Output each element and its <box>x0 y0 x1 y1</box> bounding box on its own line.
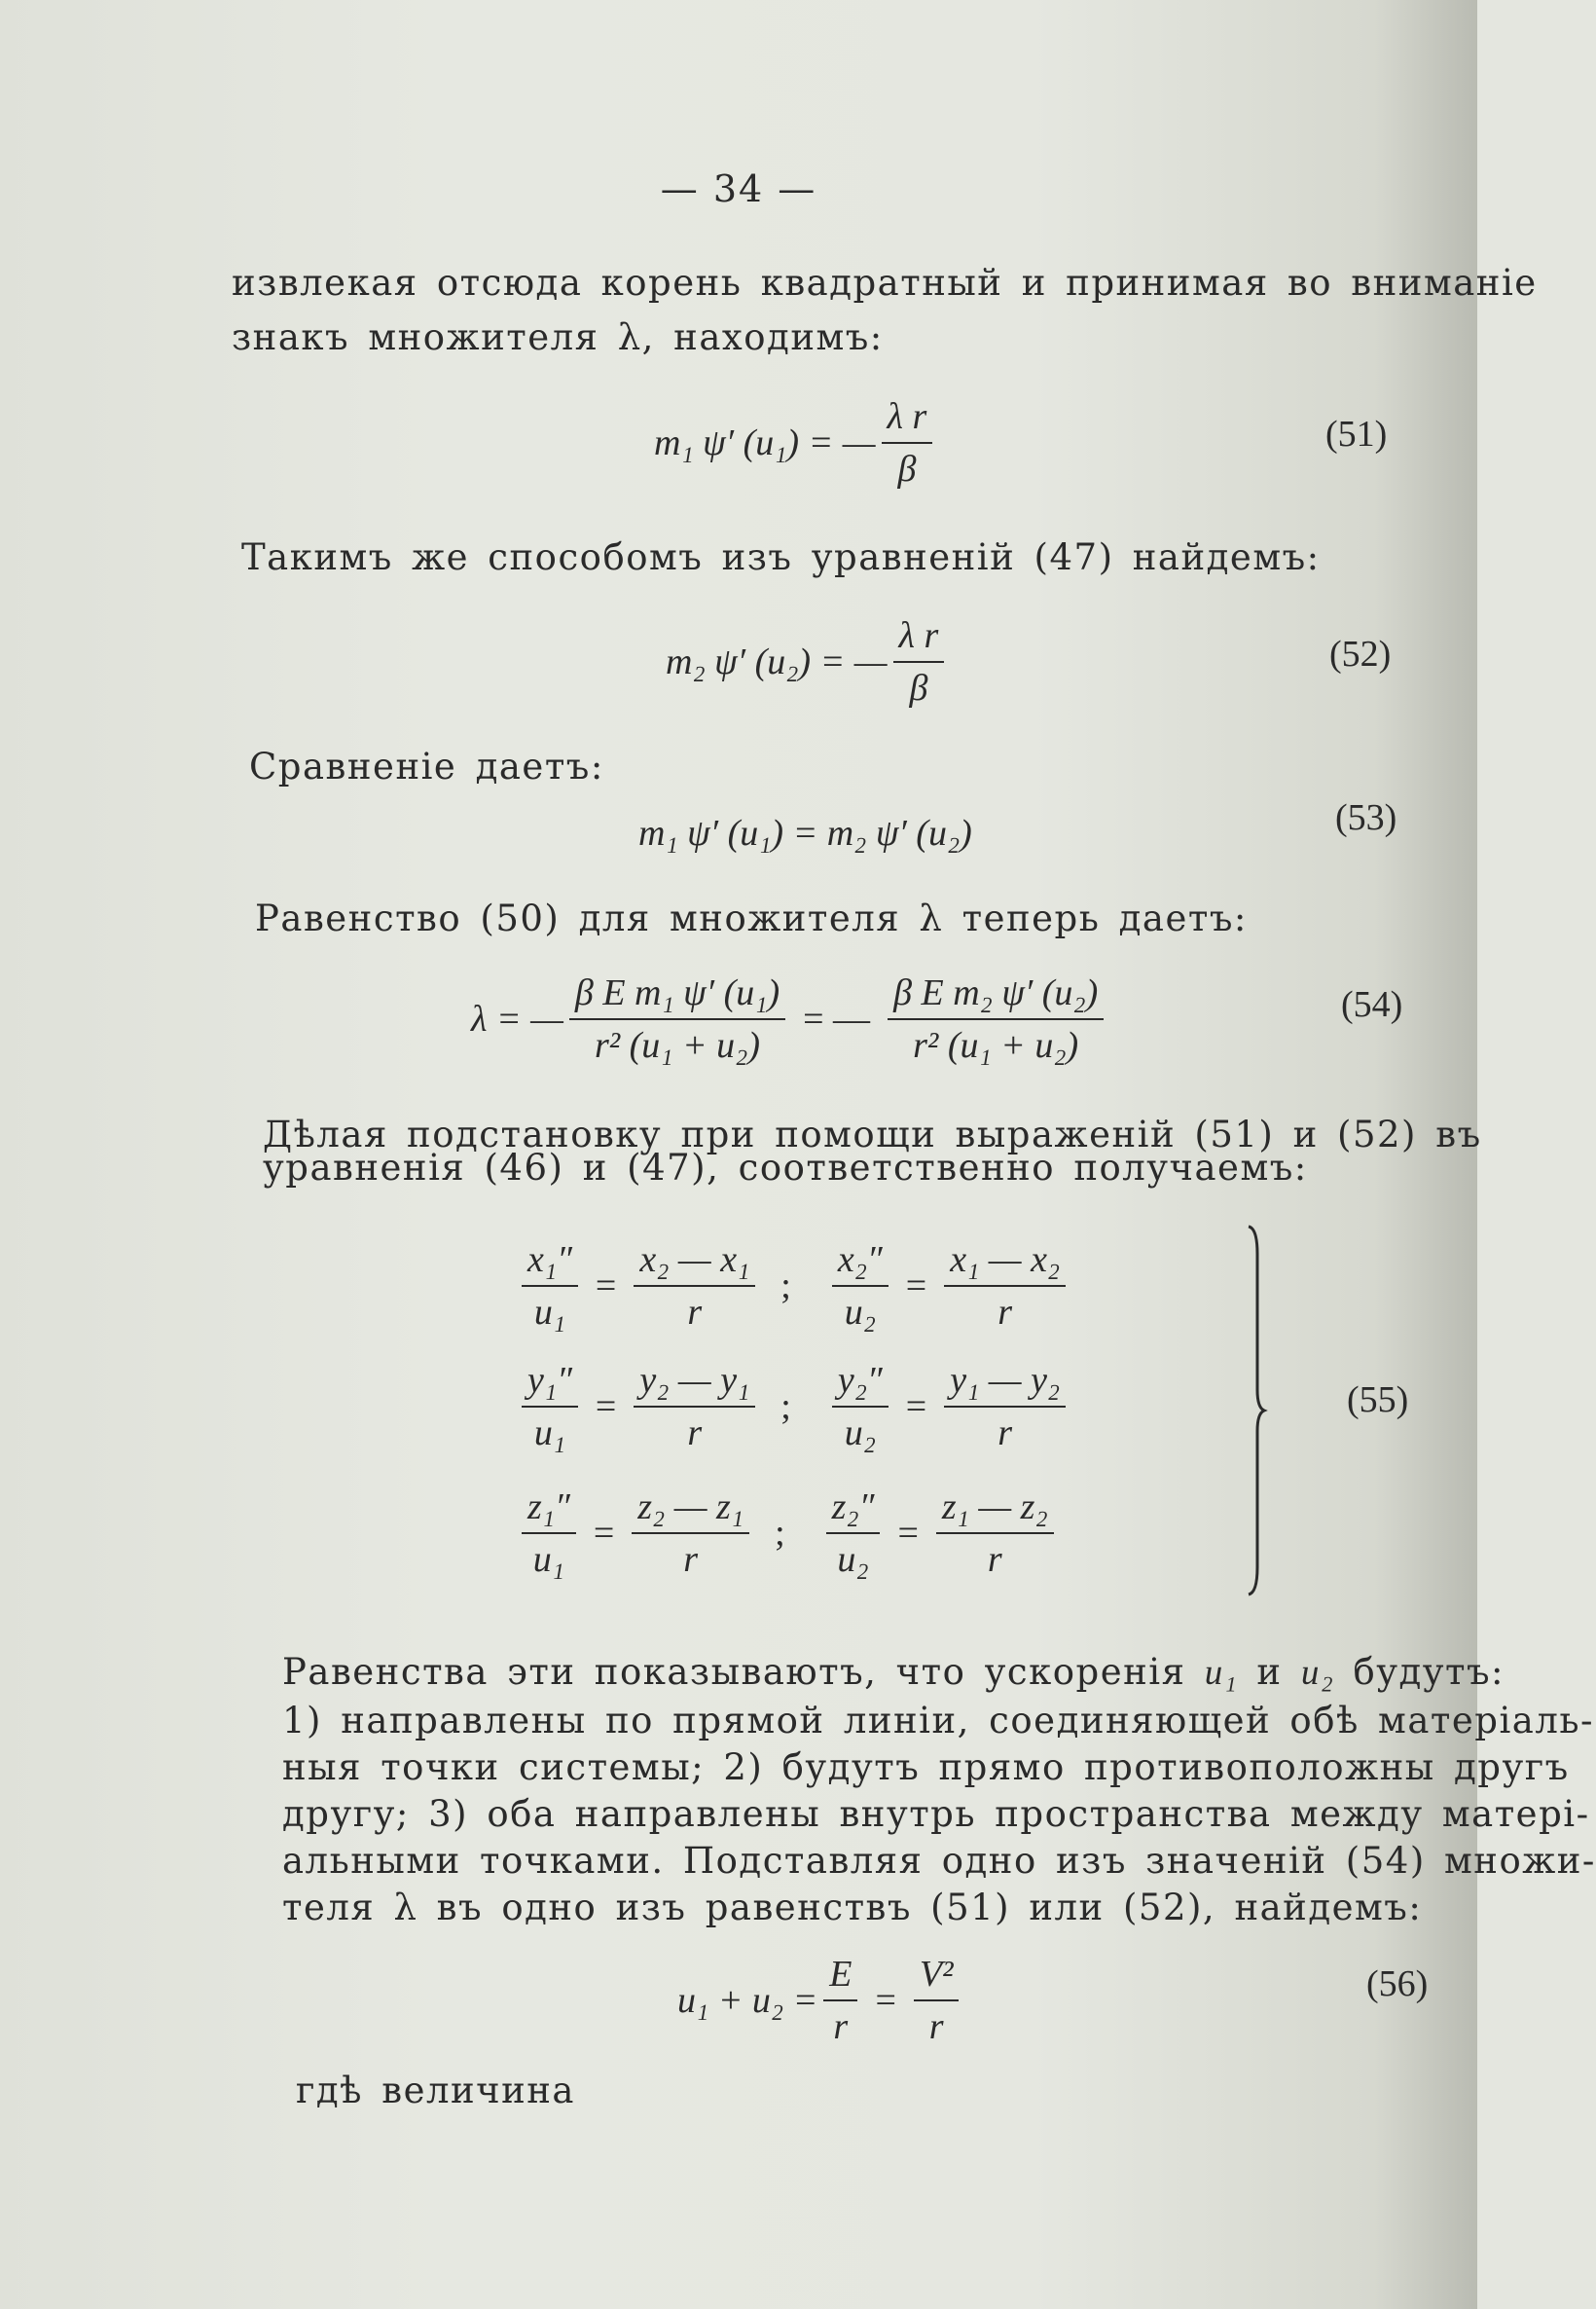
equation-53: m₁ ψ′ (u₁) = m₂ ψ′ (u₂) <box>638 813 972 854</box>
fraction-numerator: x₁ — x₂ <box>944 1238 1066 1287</box>
fraction-denominator: r <box>928 2006 944 2047</box>
equals-sign: = <box>905 1386 927 1427</box>
fraction <box>944 1238 1066 1334</box>
equals-sign: = <box>897 1513 919 1554</box>
paragraph-line: Такимъ же способомъ изъ уравненiй (47) найдемъ: <box>241 536 1321 578</box>
fraction-numerator: λ r <box>882 395 933 444</box>
equation-55-row-y <box>516 1343 1197 1470</box>
fraction-numerator: z₂ — z₁ <box>632 1485 749 1534</box>
paragraph-line: извлекая отсюда корень квадратный и принимая во вниманiе <box>232 262 1538 304</box>
equation-lhs: m₂ ψ′ (u₂) = — <box>666 641 888 682</box>
paragraph-line: уравненiя (46) и (47), соответственно получаемъ: <box>263 1147 1308 1189</box>
fraction-numerator: z₂″ <box>826 1485 881 1534</box>
equation-52 <box>666 613 950 711</box>
fraction-denominator: r <box>683 1539 699 1580</box>
paragraph-line: гдѣ величина <box>296 2070 575 2111</box>
paragraph-line <box>282 1645 1505 1701</box>
paragraph-line: Равенство (50) для множителя λ теперь даетъ: <box>255 898 1248 939</box>
equation-number-52: (52) <box>1329 634 1392 675</box>
equation-number-53: (53) <box>1335 797 1397 838</box>
equation-56 <box>677 1947 964 2054</box>
equals-sign: = <box>595 1265 617 1306</box>
paragraph-line: теля λ въ одно изъ равенствъ (51) или (52), найдемъ: <box>282 1887 1423 1928</box>
equation-number-54: (54) <box>1341 984 1403 1025</box>
page-number: — 34 — <box>660 167 817 210</box>
equation-55-row-x <box>516 1228 1197 1343</box>
fraction <box>832 1238 889 1334</box>
fraction-denominator: u₁ <box>532 1539 565 1580</box>
fraction-denominator: r <box>687 1412 703 1453</box>
fraction-numerator: y₂″ <box>832 1359 889 1408</box>
fraction-denominator: β <box>897 449 917 490</box>
equation-55-system <box>516 1228 1197 1596</box>
equation-lhs: u₁ + u₂ = <box>677 1980 818 2021</box>
paragraph-text: будутъ: <box>1353 1651 1505 1693</box>
fraction <box>632 1485 749 1581</box>
paragraph-line: Сравненiе даетъ: <box>249 746 604 788</box>
fraction-denominator: r <box>687 1292 703 1333</box>
fraction-denominator: r <box>998 1292 1013 1333</box>
fraction <box>826 1485 881 1581</box>
equation-lhs: λ = — <box>471 999 563 1040</box>
paragraph-text: и <box>1256 1651 1283 1693</box>
paragraph-line: другу; 3) оба направлены внутрь пространства между матерi- <box>282 1793 1590 1835</box>
equation-54 <box>471 966 1109 1073</box>
right-brace-icon <box>1248 1225 1265 1596</box>
equation-number-56: (56) <box>1366 1963 1429 2004</box>
fraction-numerator: x₂ — x₁ <box>634 1238 755 1287</box>
fraction <box>888 971 1104 1067</box>
fraction <box>832 1359 889 1454</box>
fraction-numerator: y₁ — y₂ <box>944 1359 1066 1408</box>
fraction-numerator: x₂″ <box>832 1238 889 1287</box>
fraction-denominator: u₁ <box>533 1292 566 1333</box>
fraction-denominator: r <box>987 1539 1002 1580</box>
equation-lhs: m₁ ψ′ (u₁) = — <box>654 422 876 463</box>
equation-operator: = <box>875 1980 896 2021</box>
fraction-numerator: β E m₁ ψ′ (u₁) <box>569 971 785 1020</box>
inline-math: u₂ <box>1300 1653 1335 1693</box>
fraction <box>634 1359 755 1454</box>
equals-sign: = <box>593 1513 615 1554</box>
equation-number-51: (51) <box>1325 414 1388 455</box>
fraction <box>634 1238 755 1334</box>
fraction <box>882 395 933 491</box>
fraction <box>522 1238 578 1334</box>
paragraph-line: Дѣлая подстановку при помощи выраженiй (51) и (52) въ <box>263 1114 1482 1155</box>
fraction-denominator: β <box>909 668 928 709</box>
fraction-denominator: u₂ <box>844 1412 876 1453</box>
fraction <box>522 1485 576 1581</box>
fraction-numerator: V² <box>914 1953 960 2001</box>
fraction <box>936 1485 1054 1581</box>
fraction-denominator: u₂ <box>837 1539 869 1580</box>
fraction-denominator: u₁ <box>533 1412 566 1453</box>
fraction <box>944 1359 1066 1454</box>
inline-math: u₁ <box>1204 1653 1239 1693</box>
fraction-numerator: y₂ — y₁ <box>634 1359 755 1408</box>
equation-operator: = — <box>803 999 871 1040</box>
paragraph-line: ныя точки системы; 2) будутъ прямо противоположны другъ <box>282 1746 1570 1788</box>
paragraph-text: Равенства эти показываютъ, что ускоренiя <box>282 1651 1186 1693</box>
fraction <box>914 1953 960 2048</box>
fraction <box>823 1953 857 2048</box>
separator: ; <box>780 1386 791 1427</box>
equation-51 <box>654 394 938 492</box>
fraction <box>569 971 785 1067</box>
equation-number-55: (55) <box>1347 1379 1409 1420</box>
fraction-numerator: E <box>823 1953 857 2001</box>
fraction-numerator: z₁ — z₂ <box>936 1485 1054 1534</box>
equals-sign: = <box>905 1265 927 1306</box>
fraction-denominator: u₂ <box>844 1292 876 1333</box>
paragraph-line: альными точками. Подставляя одно изъ значенiй (54) множи- <box>282 1840 1596 1882</box>
separator: ; <box>775 1513 785 1554</box>
fraction-numerator: x₁″ <box>522 1238 578 1287</box>
fraction-denominator: r² (u₁ + u₂) <box>913 1025 1079 1066</box>
fraction-numerator: β E m₂ ψ′ (u₂) <box>888 971 1104 1020</box>
fraction-denominator: r <box>833 2006 849 2047</box>
fraction-numerator: y₁″ <box>522 1359 578 1408</box>
fraction-numerator: λ r <box>893 614 945 663</box>
equation-55-row-z <box>516 1470 1197 1596</box>
fraction <box>522 1359 578 1454</box>
fraction-denominator: r <box>998 1412 1013 1453</box>
fraction-denominator: r² (u₁ + u₂) <box>594 1025 761 1066</box>
fraction <box>893 614 945 710</box>
separator: ; <box>780 1265 791 1306</box>
paragraph-line: 1) направлены по прямой линiи, соединяющей обѣ матерiаль- <box>282 1700 1594 1741</box>
equals-sign: = <box>595 1386 617 1427</box>
fraction-numerator: z₁″ <box>522 1485 576 1534</box>
paragraph-line: знакъ множителя λ, находимъ: <box>232 316 884 358</box>
